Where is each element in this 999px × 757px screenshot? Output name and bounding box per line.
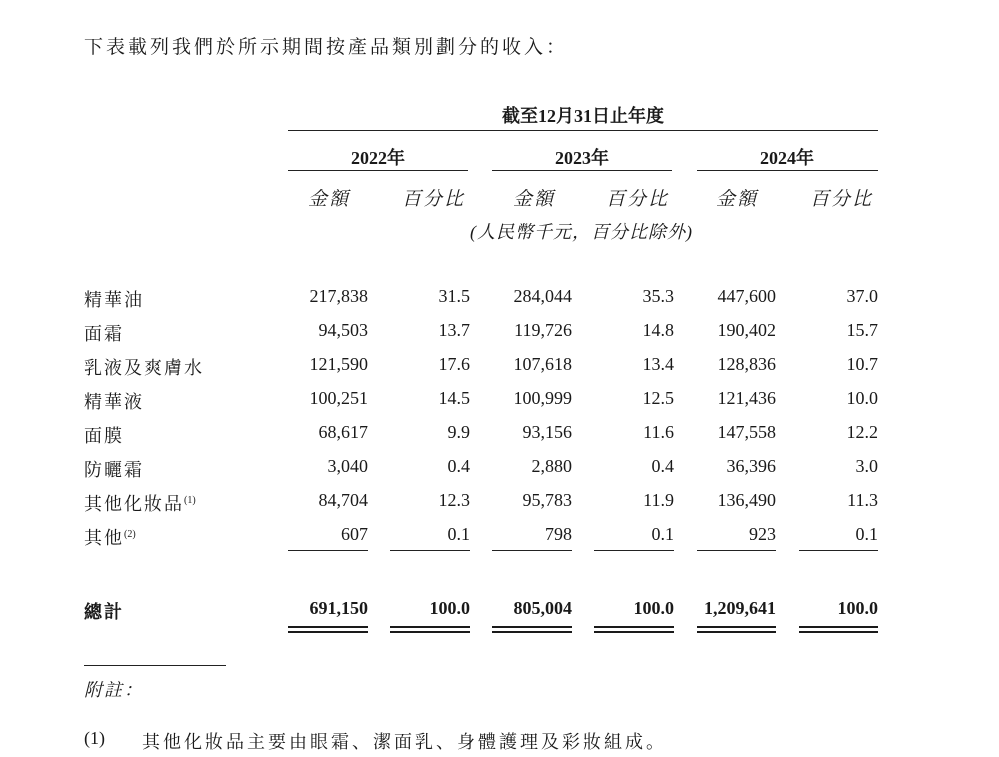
- cell-percent-2024: 3.0: [855, 456, 878, 476]
- cell-percent-2022: 31.5: [438, 286, 470, 306]
- note-number: (1): [84, 728, 105, 748]
- subtotal-rule: [390, 550, 470, 551]
- cell-percent-2024: 15.7: [846, 320, 878, 340]
- cell-amount-2024: 190,402: [717, 320, 776, 340]
- subtotal-rule: [697, 550, 776, 551]
- cell-percent-2024: 10.7: [846, 354, 878, 374]
- cell-amount-2022: 121,590: [309, 354, 368, 374]
- year-rule-2024: [697, 170, 878, 171]
- row-label: [84, 490, 196, 516]
- cell-amount-2024: 36,396: [726, 456, 776, 476]
- cell-percent-2023: 14.8: [642, 320, 674, 340]
- row-label: [84, 524, 136, 550]
- col-percent-2022: 百分比: [402, 189, 466, 210]
- year-2023: 2023年: [555, 148, 609, 168]
- col-amount-2024: 金額: [716, 189, 759, 210]
- total-percent-2022: 100.0: [429, 598, 470, 618]
- cell-percent-2024: 12.2: [846, 422, 878, 442]
- cell-amount-2024: 121,436: [717, 388, 776, 408]
- total-double-rule: [799, 626, 878, 633]
- total-double-rule: [390, 626, 470, 633]
- notes-divider: [84, 665, 226, 666]
- intro-text: 下表載列我們於所示期間按產品類別劃分的收入：: [84, 37, 569, 58]
- cell-percent-2022: 14.5: [438, 388, 470, 408]
- cell-amount-2023: 2,880: [531, 456, 572, 476]
- cell-percent-2023: 13.4: [642, 354, 674, 374]
- row-label-text: 面霜: [84, 324, 124, 344]
- subtotal-rule: [288, 550, 368, 551]
- subtotal-rule: [799, 550, 878, 551]
- cell-percent-2022: 17.6: [438, 354, 470, 374]
- period-rule: [288, 130, 878, 131]
- cell-percent-2023: 0.4: [651, 456, 674, 476]
- row-label-text: 面膜: [84, 426, 124, 446]
- cell-percent-2022: 0.4: [447, 456, 470, 476]
- cell-percent-2023: 11.6: [643, 422, 674, 442]
- cell-amount-2024: 128,836: [717, 354, 776, 374]
- total-double-rule: [697, 626, 776, 633]
- row-label: [84, 320, 124, 346]
- col-percent-2024: 百分比: [810, 189, 874, 210]
- year-rule-2022: [288, 170, 468, 171]
- cell-percent-2022: 9.9: [447, 422, 470, 442]
- cell-percent-2024: 37.0: [846, 286, 878, 306]
- cell-percent-2023: 12.5: [642, 388, 674, 408]
- notes-title: 附註：: [84, 680, 144, 700]
- cell-percent-2022: 13.7: [438, 320, 470, 340]
- total-double-rule: [288, 626, 368, 633]
- cell-amount-2023: 93,156: [522, 422, 572, 442]
- subtotal-rule: [594, 550, 674, 551]
- cell-percent-2022: 12.3: [438, 490, 470, 510]
- total-double-rule: [594, 626, 674, 633]
- cell-amount-2022: 607: [341, 524, 368, 544]
- col-percent-2023: 百分比: [606, 189, 670, 210]
- row-label-text: 精華油: [84, 290, 144, 310]
- note-text: 其他化妝品主要由眼霜、潔面乳、身體護理及彩妝組成。: [142, 732, 667, 752]
- row-label-text: 精華液: [84, 392, 144, 412]
- year-2024: 2024年: [760, 148, 814, 168]
- cell-amount-2024: 147,558: [717, 422, 776, 442]
- year-rule-2023: [492, 170, 672, 171]
- subtotal-rule: [492, 550, 572, 551]
- year-2022: 2022年: [351, 148, 405, 168]
- cell-amount-2023: 100,999: [513, 388, 572, 408]
- row-label: [84, 456, 144, 482]
- cell-percent-2024: 10.0: [846, 388, 878, 408]
- row-label: [84, 422, 124, 448]
- cell-percent-2024: 0.1: [855, 524, 878, 544]
- row-label-text: 乳液及爽膚水: [84, 358, 204, 378]
- period-heading: 截至12月31日止年度: [502, 106, 664, 126]
- cell-amount-2023: 119,726: [514, 320, 572, 340]
- cell-percent-2023: 35.3: [642, 286, 674, 306]
- cell-amount-2022: 68,617: [318, 422, 368, 442]
- row-label: [84, 286, 144, 312]
- cell-amount-2023: 95,783: [522, 490, 572, 510]
- cell-amount-2022: 217,838: [309, 286, 368, 306]
- footnote-marker: (2): [124, 529, 136, 540]
- cell-amount-2022: 100,251: [309, 388, 368, 408]
- total-percent-2024: 100.0: [837, 598, 878, 618]
- cell-amount-2023: 798: [545, 524, 572, 544]
- cell-percent-2023: 0.1: [651, 524, 674, 544]
- footnote-marker: (1): [184, 495, 196, 506]
- cell-percent-2022: 0.1: [447, 524, 470, 544]
- row-label-text: 其他: [84, 528, 124, 548]
- cell-amount-2022: 3,040: [327, 456, 368, 476]
- cell-amount-2024: 447,600: [717, 286, 776, 306]
- cell-amount-2024: 923: [749, 524, 776, 544]
- cell-amount-2023: 107,618: [513, 354, 572, 374]
- row-label-text: 防曬霜: [84, 460, 144, 480]
- cell-amount-2022: 94,503: [318, 320, 368, 340]
- row-label: [84, 354, 204, 380]
- col-amount-2023: 金額: [513, 189, 556, 210]
- cell-amount-2022: 84,704: [318, 490, 368, 510]
- units-note: (人民幣千元，百分比除外): [470, 222, 693, 242]
- row-label-text: 其他化妝品: [84, 494, 184, 514]
- total-amount-2022: 691,150: [309, 598, 368, 618]
- cell-percent-2024: 11.3: [847, 490, 878, 510]
- total-amount-2024: 1,209,641: [704, 598, 776, 618]
- total-label: 總計: [84, 602, 124, 622]
- cell-amount-2024: 136,490: [717, 490, 776, 510]
- total-amount-2023: 805,004: [513, 598, 572, 618]
- total-double-rule: [492, 626, 572, 633]
- row-label: [84, 388, 144, 414]
- cell-percent-2023: 11.9: [643, 490, 674, 510]
- col-amount-2022: 金額: [308, 189, 351, 210]
- total-percent-2023: 100.0: [633, 598, 674, 618]
- cell-amount-2023: 284,044: [513, 286, 572, 306]
